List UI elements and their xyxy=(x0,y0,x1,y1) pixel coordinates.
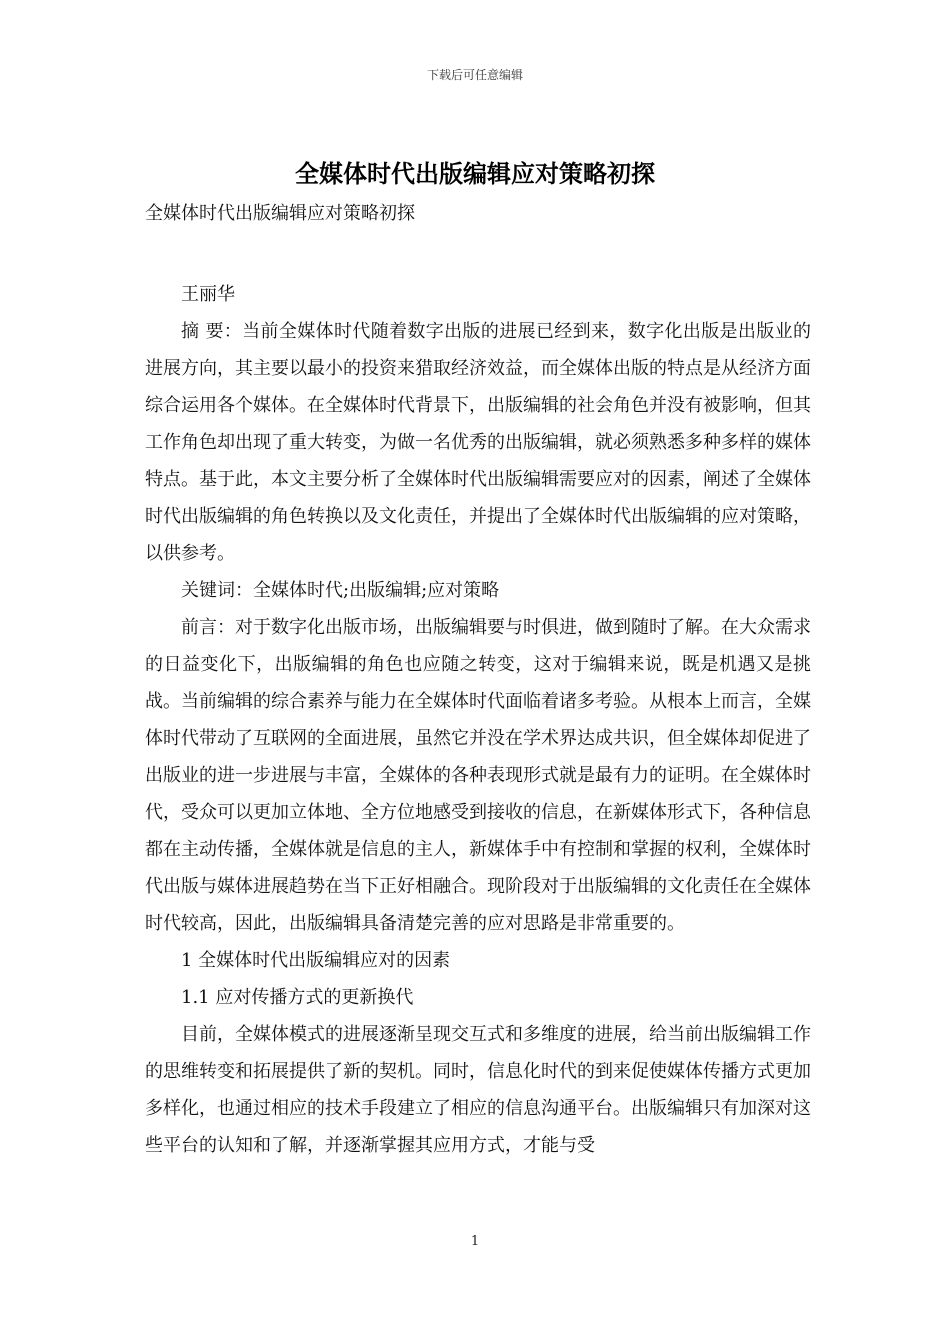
abstract-paragraph: 摘 要：当前全媒体时代随着数字出版的进展已经到来，数字化出版是出版业的进展方向，其主要以最小的投资来猎取经济效益，而全媒体出版的特点是从经济方面综合运用各个媒体。在全媒体时代背景下，出版编辑的社会角色并没有被影响，但其工作角色却出现了重大转变，为做一名优秀的出版编辑，就必须熟悉多种多样的媒体特点。基于此，本文主要分析了全媒体时代出版编辑需要应对的因素，阐述了全媒体时代出版编辑的角色转换以及文化责任，并提出了全媒体时代出版编辑的应对策略，以供参考。 xyxy=(145,321,811,564)
section-heading-1-1: 1.1 应对传播方式的更新换代 xyxy=(181,987,414,1008)
author-line: 王丽华 xyxy=(181,284,235,305)
header-note: 下载后可任意编辑 xyxy=(426,68,523,82)
section-paragraph: 目前，全媒体模式的进展逐渐呈现交互式和多维度的进展，给当前出版编辑工作的思维转变和拓展提供了新的契机。同时，信息化时代的到来促使媒体传播方式更加多样化，也通过相应的技术手段建立了相应的信息沟通平台。出版编辑只有加深对这些平台的认知和了解，并逐渐掌握其应用方式，才能与受 xyxy=(145,1024,811,1156)
preface-paragraph: 前言：对于数字化出版市场，出版编辑要与时俱进，做到随时了解。在大众需求的日益变化下，出版编辑的角色也应随之转变，这对于编辑来说，既是机遇又是挑战。当前编辑的综合素养与能力在全媒体时代面临着诸多考验。从根本上而言，全媒体时代带动了互联网的全面进展，虽然它并没在学术界达成共识，但全媒体却促进了出版业的进一步进展与丰富，全媒体的各种表现形式就是最有力的证明。在全媒体时代，受众可以更加立体地、全方位地感受到接收的信息，在新媒体形式下，各种信息都在主动传播，全媒体就是信息的主人，新媒体手中有控制和掌握的权利，全媒体时代出版与媒体进展趋势在当下正好相融合。现阶段对于出版编辑的文化责任在全媒体时代较高，因此，出版编辑具备清楚完善的应对思路是非常重要的。 xyxy=(145,617,811,934)
section-heading-1: 1 全媒体时代出版编辑应对的因素 xyxy=(181,950,451,971)
document-body xyxy=(145,276,811,1164)
document-subtitle: 全媒体时代出版编辑应对策略初探 xyxy=(145,203,415,224)
keywords-line: 关键词：全媒体时代;出版编辑;应对策略 xyxy=(181,580,500,601)
document-title: 全媒体时代出版编辑应对策略初探 xyxy=(295,160,655,188)
page-number: 1 xyxy=(470,1234,480,1249)
